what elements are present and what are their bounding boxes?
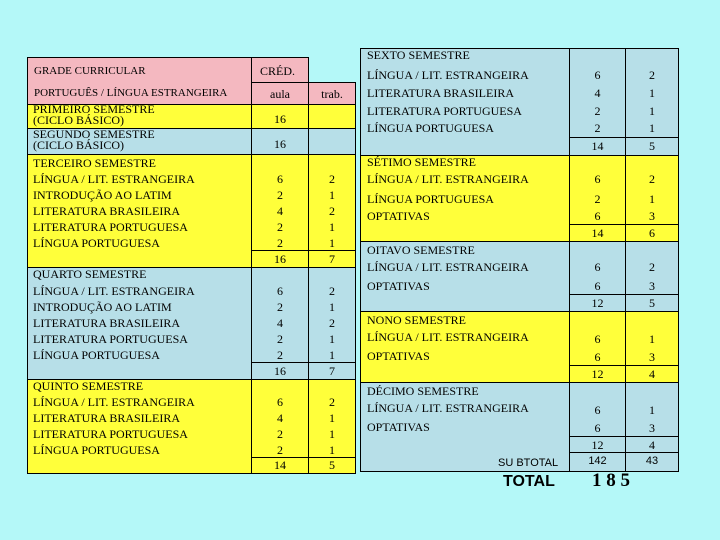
s9-aula-cell [569,311,626,383]
s1-trab-cell [308,104,356,129]
s8-title: OITAVO SEMESTRE [367,243,475,257]
s6-aula: 2 [594,104,601,118]
s6-total-trab: 5 [649,139,655,153]
s7-total-aula: 14 [591,226,604,240]
s3-subject: INTRODUÇÃO AO LATIM [33,188,172,202]
s8-subject: OPTATIVAS [367,279,430,293]
s9-trab: 1 [649,332,655,346]
header-grade-cell [27,57,252,105]
s4-aula: 2 [277,332,283,346]
s10-title: DÉCIMO SEMESTRE [367,384,479,398]
s10-aula: 6 [594,421,601,435]
s4-total-trab: 7 [329,364,335,378]
s5-trab: 1 [329,411,335,425]
s10-trab: 3 [649,421,655,435]
s4-trab: 1 [329,348,335,362]
s8-total-aula: 12 [591,296,604,310]
cred-label: CRÉD. [260,64,296,78]
s7-aula: 6 [594,209,601,223]
s6-subject: LÍNGUA PORTUGUESA [367,121,494,135]
aula-label: aula [270,87,290,101]
s4-trab: 1 [329,300,335,314]
s5-aula: 2 [277,443,283,457]
s10-total-aula: 12 [591,438,604,452]
s3-trab: 2 [329,204,335,218]
s9-title: NONO SEMESTRE [367,313,467,327]
s4-aula: 6 [277,284,283,298]
total-label: TOTAL [503,473,555,490]
s10-trab-cell [625,382,679,472]
s3-aula: 4 [277,204,283,218]
s7-subject: LÍNGUA / LIT. ESTRANGEIRA [367,172,529,186]
s3-total-trab: 7 [329,252,335,266]
s5-trab: 1 [329,427,335,441]
s3-trab: 2 [329,172,335,186]
s4-subject: LITERATURA PORTUGUESA [33,332,188,346]
s5-trab-cell [308,379,356,474]
s3-aula: 6 [277,172,283,186]
s5-subject: LÍNGUA PORTUGUESA [33,443,160,457]
s9-name-cell [360,311,570,383]
s8-trab: 2 [649,260,655,274]
s2-name-cell [27,128,252,155]
trab-label: trab. [321,87,343,101]
s6-subject: LITERATURA BRASILEIRA [367,86,514,100]
s9-subject: OPTATIVAS [367,349,430,363]
s7-trab: 3 [649,209,655,223]
s8-aula: 6 [594,279,601,293]
s3-aula: 2 [277,188,283,202]
grade-curricular-label: GRADE CURRICULAR [34,65,146,77]
s5-subject: LÍNGUA / LIT. ESTRANGEIRA [33,395,195,409]
s7-name-cell [360,155,570,242]
s4-trab-cell [308,267,356,380]
s4-name-cell [27,267,252,380]
s10-aula: 6 [594,403,601,417]
s6-aula: 2 [594,121,601,135]
s5-aula-cell [251,379,309,474]
s2-title: SEGUNDO SEMESTRE [33,127,155,141]
s3-trab: 1 [329,188,335,202]
s6-aula: 4 [594,86,601,100]
s4-subject: INTRODUÇÃO AO LATIM [33,300,172,314]
s6-aula-cell [569,48,626,156]
header-trab-cell [308,82,356,105]
s1-aula-cell [251,104,309,129]
s3-aula: 2 [277,220,283,234]
s10-trab: 1 [649,403,655,417]
s10-name-cell [360,382,570,472]
s10-subject: LÍNGUA / LIT. ESTRANGEIRA [367,401,529,415]
s4-trab: 2 [329,284,335,298]
s9-trab-cell [625,311,679,383]
s4-subject: LÍNGUA / LIT. ESTRANGEIRA [33,284,195,298]
s8-name-cell [360,241,570,312]
s4-aula: 2 [277,348,283,362]
s4-aula-cell [251,267,309,380]
s7-aula: 6 [594,172,601,186]
s4-subject: LÍNGUA PORTUGUESA [33,348,160,362]
s10-aula-cell [569,382,626,472]
s7-title: SÉTIMO SEMESTRE [367,155,477,169]
header-cred-cell [251,57,309,83]
s6-name-cell [360,48,570,156]
s4-total-aula: 16 [274,364,286,378]
s8-subject: LÍNGUA / LIT. ESTRANGEIRA [367,260,529,274]
s5-name-cell [27,379,252,474]
s5-trab: 2 [329,395,335,409]
s3-name-cell [27,154,252,268]
s6-trab: 2 [649,68,655,82]
s6-trab: 1 [649,121,655,135]
s6-total-aula: 14 [591,139,604,153]
s4-title: QUARTO SEMESTRE [33,267,147,281]
s1-aula: 16 [274,112,286,126]
s8-total-trab: 5 [649,296,655,310]
s10-subject: OPTATIVAS [367,420,430,434]
s3-subject: LÍNGUA PORTUGUESA [33,236,160,250]
s4-aula: 2 [277,300,283,314]
s6-trab-cell [625,48,679,156]
s9-trab: 3 [649,350,655,364]
s5-aula: 6 [277,395,283,409]
s4-aula: 4 [277,316,283,330]
s3-total-aula: 16 [274,252,286,266]
s3-subject: LITERATURA PORTUGUESA [33,220,188,234]
s6-trab: 1 [649,86,655,100]
s7-trab-cell [625,155,679,242]
s9-total-aula: 12 [591,367,604,381]
s4-trab: 1 [329,332,335,346]
s5-aula: 2 [277,427,283,441]
s5-aula: 4 [277,411,283,425]
s5-subject: LITERATURA BRASILEIRA [33,411,180,425]
s5-subject: LITERATURA PORTUGUESA [33,427,188,441]
s6-subject: LITERATURA PORTUGUESA [367,104,522,118]
s3-subject: LÍNGUA / LIT. ESTRANGEIRA [33,172,195,186]
s6-title: SEXTO SEMESTRE [367,48,470,62]
s7-aula: 2 [594,192,601,206]
s9-aula: 6 [594,350,601,364]
s5-trab: 1 [329,443,335,457]
s8-trab: 3 [649,279,655,293]
s3-aula: 2 [277,236,283,250]
header-aula-cell [251,82,309,105]
s9-aula: 6 [594,332,601,346]
s5-total-aula: 14 [274,458,286,472]
s2-subtitle: (CICLO BÁSICO) [33,138,125,152]
s6-trab: 1 [649,104,655,118]
s2-trab-cell [308,128,356,155]
s7-subject: LÍNGUA PORTUGUESA [367,192,494,206]
s1-title: PRIMEIRO SEMESTRE [33,102,155,116]
s7-aula-cell [569,155,626,242]
s7-total-trab: 6 [649,226,655,240]
s8-trab-cell [625,241,679,312]
s7-trab: 2 [649,172,655,186]
s3-title: TERCEIRO SEMESTRE [33,156,157,170]
s6-aula: 6 [594,68,601,82]
s3-trab-cell [308,154,356,268]
s2-aula: 16 [274,137,286,151]
s7-trab: 1 [649,192,655,206]
s8-aula-cell [569,241,626,312]
s7-subject: OPTATIVAS [367,209,430,223]
s2-aula-cell [251,128,309,155]
s3-trab: 1 [329,236,335,250]
s8-aula: 6 [594,260,601,274]
s6-subject: LÍNGUA / LIT. ESTRANGEIRA [367,68,529,82]
s9-total-trab: 4 [649,367,655,381]
course-name-label: PORTUGUÊS / LÍNGUA ESTRANGEIRA [34,87,228,99]
s3-aula-cell [251,154,309,268]
s9-subject: LÍNGUA / LIT. ESTRANGEIRA [367,330,529,344]
total-value: 1 8 5 [592,470,630,491]
s5-total-trab: 5 [329,458,335,472]
s1-subtitle: (CICLO BÁSICO) [33,113,125,127]
subtotal-aula: 142 [588,455,607,467]
s3-subject: LITERATURA BRASILEIRA [33,204,180,218]
s4-trab: 2 [329,316,335,330]
s5-title: QUINTO SEMESTRE [33,379,144,393]
s3-trab: 1 [329,220,335,234]
subtotal-trab: 43 [645,455,659,467]
s10-total-trab: 4 [649,438,655,452]
subtotal-label: SU BTOTAL [498,457,559,469]
s4-subject: LITERATURA BRASILEIRA [33,316,180,330]
